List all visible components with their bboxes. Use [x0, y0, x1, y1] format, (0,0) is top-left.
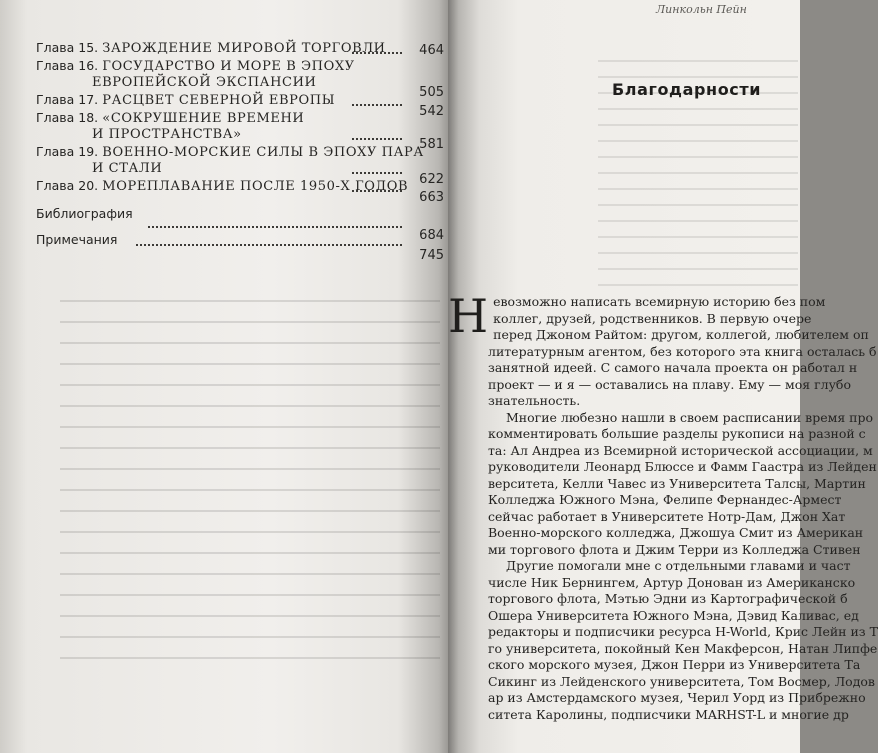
toc-chapter-title-continued: И СТАЛИ: [92, 161, 163, 176]
toc-dot-leader: [352, 104, 402, 106]
toc-section-label: Библиография: [36, 206, 133, 221]
toc-dot-leader: [352, 138, 402, 140]
toc-chapter-title: «СОКРУШЕНИЕ ВРЕМЕНИ: [102, 111, 305, 126]
toc-chapter-number: Глава 20.: [36, 178, 99, 193]
text-line: ситета Каролины, подписчики MARHST-L и многие др: [488, 706, 849, 722]
bleed-through-text: [60, 300, 440, 680]
text-line: комментировать большие разделы рукописи на разной с: [488, 426, 866, 441]
toc-chapter-title: ЗАРОЖДЕНИЕ МИРОВОЙ ТОРГОВЛИ: [102, 41, 386, 56]
text-line: знательность.: [488, 393, 581, 408]
toc-page-number: 684: [419, 228, 444, 243]
text-line: верситета, Келли Чавес из Университета Талсы, Мартин: [488, 475, 866, 491]
text-line: числе Ник Бернингем, Артур Донован из Американско: [488, 574, 856, 590]
toc-chapter-number: Глава 15.: [36, 40, 99, 55]
text-line: сейчас работает в Университете Нотр-Дам, Джон Хат: [488, 508, 846, 524]
text-line: евозможно написать всемирную историю без пом: [493, 294, 826, 309]
text-line: Колледжа Южного Мэна, Фелипе Фернандес-Армест: [488, 492, 842, 507]
toc-chapter-number: Глава 16.: [36, 58, 99, 73]
toc-chapter-title: РАСЦВЕТ СЕВЕРНОЙ ЕВРОПЫ: [102, 93, 336, 108]
text-line: Сикинг из Лейденского университета, Том Восмер, Лодов: [488, 673, 875, 689]
toc-page-number: 581: [419, 137, 444, 152]
toc-dot-leader: [136, 244, 402, 246]
toc-chapter-title-continued: ЕВРОПЕЙСКОЙ ЭКСПАНСИИ: [92, 75, 317, 90]
text-line: Военно-морского колледжа, Джошуа Смит из Американ: [488, 525, 864, 540]
toc-page-number: 745: [419, 248, 444, 263]
toc-page-number: 542: [419, 104, 444, 119]
text-line: го университета, покойный Кен Макферсон, Натан Липфе: [488, 640, 878, 656]
toc-chapter-title: ГОСУДАРСТВО И МОРЕ В ЭПОХУ: [102, 59, 355, 74]
acknowledgements-text: [448, 289, 878, 723]
text-line: занятной идеей. С самого начала проекта он работал н: [488, 360, 858, 375]
toc-chapter-title: ВОЕННО-МОРСКИЕ СИЛЫ В ЭПОХУ ПАРА: [102, 145, 424, 160]
toc-chapter-number: Глава 17.: [36, 92, 99, 107]
toc-section-label: Примечания: [36, 232, 118, 247]
drop-cap: Н: [448, 289, 489, 343]
text-line: ми торгового флота и Джим Терри из Колледжа Стивен: [488, 541, 861, 557]
text-line: Многие любезно нашли в своем расписании время про: [506, 409, 874, 425]
text-line: коллег, друзей, родственников. В первую очере: [493, 310, 812, 326]
text-line: Другие помогали мне с отдельными главами и част: [506, 558, 851, 573]
toc-chapter-number: Глава 18.: [36, 110, 99, 125]
text-line: ар из Амстердамского музея, Черил Уорд из Прибрежно: [488, 690, 866, 705]
text-line: перед Джоном Райтом: другом, коллегой, любителем оп: [493, 327, 869, 342]
toc-page-number: 505: [419, 85, 444, 100]
toc-dot-leader: [352, 190, 402, 192]
toc-entry-chapter-15[interactable]: [36, 40, 444, 58]
page-heading: Благодарности: [612, 80, 762, 99]
toc-dot-leader: [352, 52, 402, 54]
table-of-contents: [36, 40, 444, 263]
text-line: редакторы и подписчики ресурса H-World, Крис Лейн из Т: [488, 624, 878, 639]
toc-entry-chapter-20[interactable]: [36, 172, 444, 205]
text-line: торгового флота, Мэтью Эдни из Картографической б: [488, 591, 848, 606]
toc-chapter-title-continued: И ПРОСТРАНСТВА»: [92, 127, 242, 142]
toc-entry-chapter-18[interactable]: [36, 104, 444, 144]
toc-page-number: 663: [419, 190, 444, 205]
text-line: проект — и я — оставались на плаву. Ему — моя глубо: [488, 376, 851, 392]
toc-page-number: 622: [419, 172, 444, 187]
text-line: та: Ал Андреа из Всемирной исторической ассоциации, м: [488, 442, 873, 458]
text-line: литературным агентом, без которого эта книга осталась б: [488, 343, 877, 359]
toc-dot-leader: [352, 172, 402, 174]
toc-chapter-title: МОРЕПЛАВАНИЕ ПОСЛЕ 1950-Х ГОДОВ: [102, 179, 409, 194]
toc-entry-notes[interactable]: [36, 228, 444, 263]
running-head: Линкольн Пейн: [656, 3, 747, 16]
toc-chapter-number: Глава 19.: [36, 144, 99, 159]
toc-dot-leader: [148, 226, 402, 228]
text-line: ского морского музея, Джон Перри из Университета Та: [488, 657, 861, 672]
text-line: руководители Леонард Блюссе и Фамм Гаастра из Лейден: [488, 459, 877, 474]
toc-entry-bibliography[interactable]: [36, 206, 444, 232]
toc-entry-chapter-17[interactable]: [36, 85, 444, 110]
toc-entry-chapter-19[interactable]: [36, 137, 444, 178]
toc-page-number: 464: [419, 43, 444, 58]
toc-entry-chapter-16[interactable]: [36, 58, 444, 92]
text-line: Ошера Университета Южного Мэна, Дэвид Каливас, ед: [488, 607, 859, 623]
